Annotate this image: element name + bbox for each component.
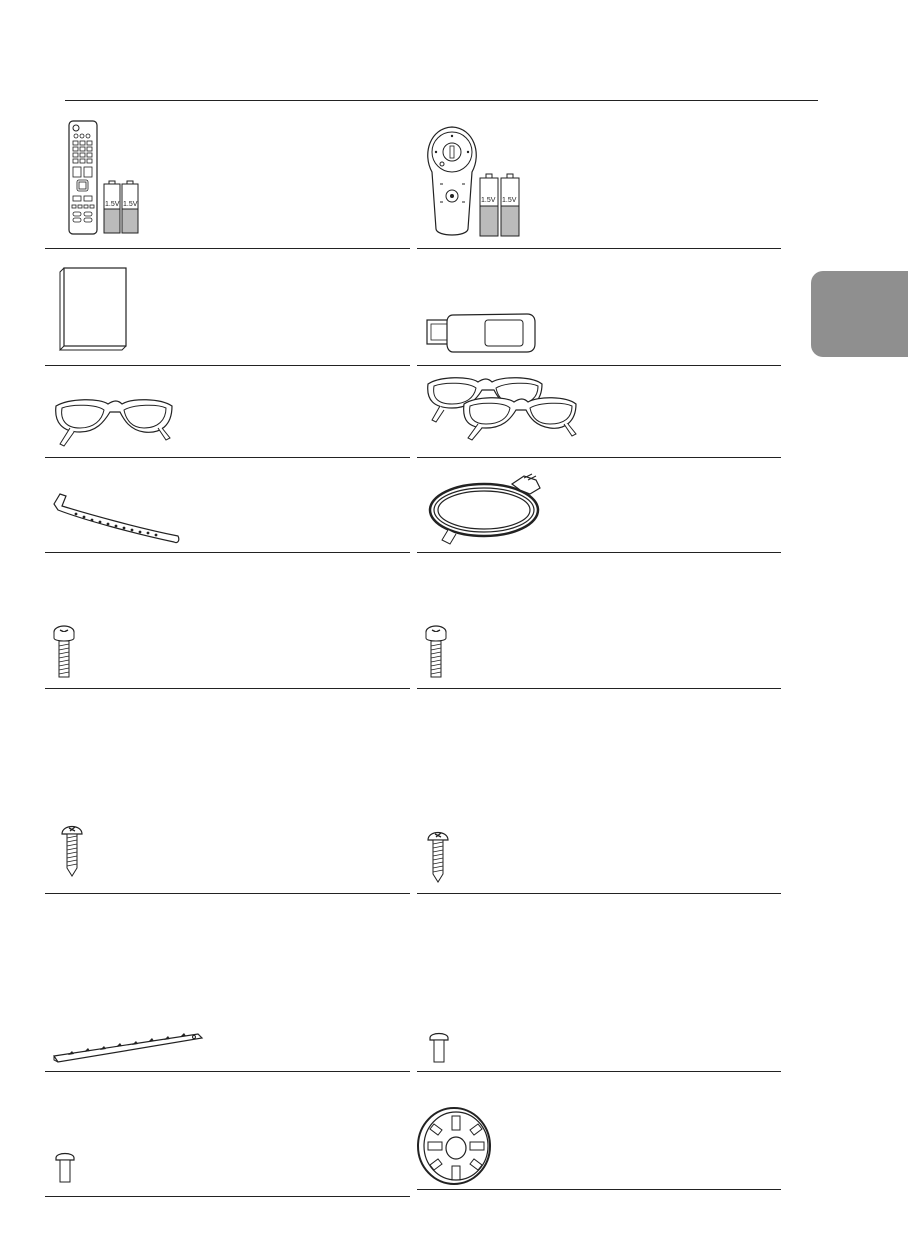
item-divider [45,1071,410,1072]
item-divider [417,1071,781,1072]
item-divider [417,248,781,249]
item-divider [45,893,410,894]
short-screw-icon [54,1150,76,1184]
item-divider [417,688,781,689]
wood-screw-icon [426,828,450,884]
section-tab [811,271,908,357]
item-divider [417,365,781,366]
cable-tie-icon [48,490,184,548]
machine-screw-icon [52,624,76,680]
cable-holder-strip-icon [50,1028,206,1068]
3d-glasses-pair-icon [424,372,580,444]
wood-screw-icon [60,822,84,878]
machine-screw-icon [424,624,448,680]
header-rule [65,100,818,101]
item-divider [417,1189,781,1190]
owners-manual-icon [58,266,130,354]
battery-voltage-label: 1.5V [502,197,517,204]
short-screw-icon [428,1030,450,1064]
battery-voltage-label: 1.5V [123,201,138,208]
item-divider [417,893,781,894]
power-cord-icon [428,470,550,546]
item-divider [417,457,781,458]
standard-remote-with-batteries-icon [68,120,148,236]
item-divider [45,365,410,366]
item-divider [45,457,410,458]
item-divider [45,688,410,689]
item-divider [45,552,410,553]
battery-voltage-label: 1.5V [481,197,496,204]
item-divider [417,552,781,553]
magic-remote-with-batteries-icon [424,124,524,239]
3d-glasses-icon [50,390,176,450]
battery-voltage-label: 1.5V [105,201,120,208]
item-divider [45,248,410,249]
usb-dongle-icon [425,310,537,356]
stand-cover-disc-icon [414,1104,494,1188]
item-divider [45,1196,410,1197]
